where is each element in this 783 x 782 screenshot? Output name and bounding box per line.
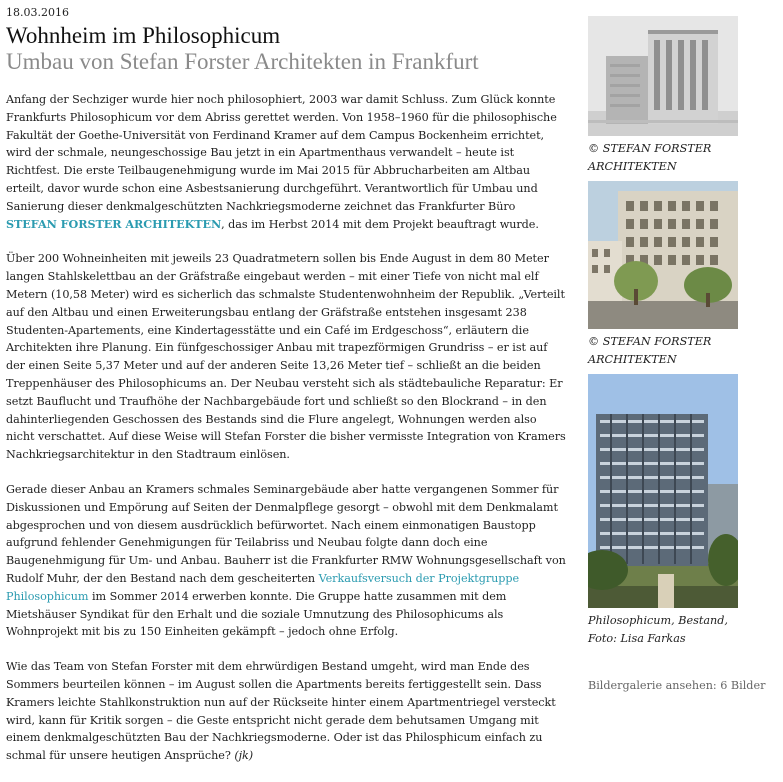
view-gallery-link[interactable]: Bildergalerie ansehen: 6 Bilder xyxy=(588,679,766,692)
gallery-sidebar xyxy=(588,16,748,647)
paragraph-2: Über 200 Wohneinheiten mit jeweils 23 Quadratmetern sollen bis Ende August in dem 80 Meter langen Stahlskelettbau an der Gräfstraße eingebaut werden – mit einer Tiefe von nicht mal elf Metern (10,58 Meter) wird es sicherlich das schmalste Studentenwohnheim der Republik. „Verteilt auf den Altbau und einen Erweiterungsbau entlang der Gräfstraße entstehen insgesamt 238 Studenten-Apartements, eine Kindertagesstätte und ein Café im Erdgeschoss“, erläutern die Architekten ihre Planung. Ein fünfgeschossiger Anbau mit trapezförmigen Grundriss – er ist auf der einen Seite 5,37 Meter und auf der anderen Seite 13,26 Meter tief – schließt an die beiden Treppenhäuser des Philosophicums an. Der Neubau versteht sich als städtebauliche Reparatur: Er setzt Bauflucht und Traufhöhe der Nachbargebäude fort und schließt so den Blockrand – in den dahinterliegenden Geschossen des Bestands sind die Flure angelegt, Wohnungen werden also nicht verschattet. Auf diese Weise will Stefan Forster die bisher vermisste Integration von Kramers Nachkriegsarchitektur in den Stadtraum einlösen. xyxy=(6,252,566,462)
gallery-image-photo-3[interactable] xyxy=(588,374,738,608)
gallery-image-rendering-2[interactable] xyxy=(588,181,738,329)
article-body xyxy=(6,91,568,765)
author-signature: (jk) xyxy=(230,749,254,763)
gallery-caption-3: Philosophicum, Bestand, Foto: Lisa Farkas xyxy=(588,614,728,645)
article-subtitle: Umbau von Stefan Forster Architekten in Frankfurt xyxy=(6,49,479,74)
gallery-caption-1: © STEFAN FORSTER ARCHITEKTEN xyxy=(588,142,712,173)
paragraph-1-text-b: , das im Herbst 2014 mit dem Projekt beauftragt wurde. xyxy=(221,217,539,231)
project-group-link[interactable]: Verkaufsversuch der Projektgruppe Philosophicum xyxy=(6,571,520,603)
paragraph-1 xyxy=(6,91,568,233)
paragraph-4 xyxy=(6,658,568,765)
article-title: Wohnheim im Philosophicum xyxy=(6,23,281,48)
article-date: 18.03.2016 xyxy=(6,6,69,19)
gallery-caption-2: © STEFAN FORSTER ARCHITEKTEN xyxy=(588,335,712,366)
paragraph-3-text-b: im Sommer 2014 erwerben konnte. Die Gruppe hatte zusammen mit dem Mietshäuser Syndikat für den Erhalt und die soziale Umnutzung des Philosophicums als Wohnprojekt mit bis zu 150 Einheiten gekämpft – jedoch ohne Erfolg. xyxy=(6,589,507,639)
paragraph-4-text: Wie das Team von Stefan Forster mit dem ehrwürdigen Bestand umgeht, wird man Ende des Sommers beurteilen können – im August sollen die Apartments bereits fertiggestellt sein. Dass Kramers leichte Stahlkonstruktion nun auf der Rückseite hinter einem Apartmentriegel versteckt wird, kann für Kritik sorgen – die Geste entspricht nicht gerade dem behutsamen Umgang mit einem denkmalgeschützten Bau der Nachkriegsmoderne. Oder ist das Philosphicum einfach zu schmal für unsere heutigen Ansprüche? xyxy=(6,660,556,763)
paragraph-3 xyxy=(6,481,568,641)
architect-link[interactable]: STEFAN FORSTER ARCHITEKTEN xyxy=(6,216,222,231)
gallery-more xyxy=(588,679,765,692)
gallery-image-rendering-1[interactable] xyxy=(588,16,738,136)
paragraph-1-text-a: Anfang der Sechziger wurde hier noch philosophiert, 2003 war damit Schluss. Zum Glück konnte Frankfurts Philosophicum vor dem Abriss gerettet werden. Von 1958–1960 für die philosophische Fakultät der Goethe-Universität von Ferdinand Kramer auf dem Campus Bockenheim errichtet, wird der schmale, neungeschossige Bau jetzt in ein Apartmenthaus verwandelt – heute ist Richtfest. Die erste Teilbaugenehmigung wurde im Mai 2015 für Abbrucharbeiten am Altbau erteilt, davor wurde schon eine Asbestsanierung durchgeführt. Verantwortlich für Umbau und Sanierung dieser denkmalgeschützten Nachkriegsmoderne zeichnet das Frankfurter Büro xyxy=(6,93,557,213)
paragraph-3-text-a: Gerade dieser Anbau an Kramers schmales Seminargebäude aber hatte vergangenen Sommer für Diskussionen und Empörung auf Seiten der Denmalpflege gesorgt – obwohl mit dem Denkmalamt abgesprochen und von diesem ausdrücklich befürwortet. Nach einem einmonatigen Baustopp aufgrund fehlender Genehmigungen für Teilabriss und Neubau folgte dann doch eine Baugenehmigung für Um- und Anbau. Bauherr ist die Frankfurter RMW Wohnungsgesellschaft von Rudolf Muhr, der den Bestand nach dem gescheiterten xyxy=(6,482,566,585)
article xyxy=(6,6,568,782)
